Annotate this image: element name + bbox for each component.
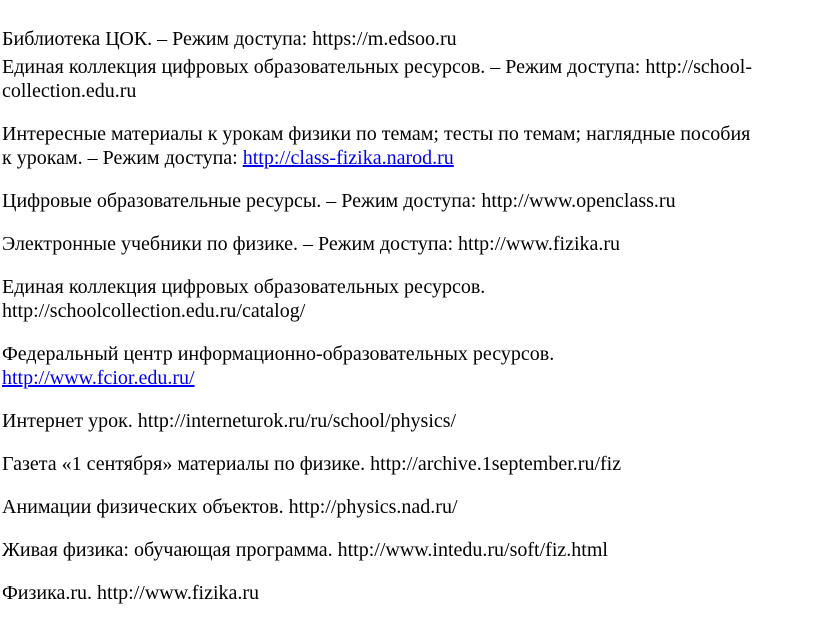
entry-3-line2 <box>2 146 454 170</box>
entry-3-prefix: к урокам. – Режим доступа: <box>2 147 243 169</box>
entry-3-link[interactable]: http://class-fizika.narod.ru <box>242 147 454 169</box>
entry-12-text: Физика.ru. http://www.fizika.ru <box>2 582 260 604</box>
entry-1-text: Библиотека ЦОК. – Режим доступа: https://m.edsoo.ru <box>2 28 457 50</box>
entry-2-text-cont: collection.edu.ru <box>2 80 137 102</box>
entry-9-text: Газета «1 сентября» материалы по физике. http://archive.1september.ru/fiz <box>2 453 622 475</box>
entry-2-text: Единая коллекция цифровых образовательных ресурсов. – Режим доступа: http://school- <box>2 56 752 78</box>
entry-4-text: Цифровые образовательные ресурсы. – Режим доступа: http://www.openclass.ru <box>2 190 676 212</box>
entry-8-text: Интернет урок. http://interneturok.ru/ru/school/physics/ <box>2 410 457 432</box>
entry-7-link[interactable]: http://www.fcior.edu.ru/ <box>2 367 195 389</box>
entry-11-text: Живая физика: обучающая программа. http://www.intedu.ru/soft/fiz.html <box>2 539 608 561</box>
entry-6-text-cont: http://schoolcollection.edu.ru/catalog/ <box>2 300 306 322</box>
entry-7-text: Федеральный центр информационно-образовательных ресурсов. <box>2 343 555 365</box>
entry-6-text: Единая коллекция цифровых образовательных ресурсов. <box>2 276 486 298</box>
entry-3-text: Интересные материалы к урокам физики по темам; тесты по темам; наглядные пособия <box>2 123 751 145</box>
entry-7-line2 <box>2 366 195 390</box>
entry-10-text: Анимации физических объектов. http://physics.nad.ru/ <box>2 496 458 518</box>
entry-5-text: Электронные учебники по физике. – Режим доступа: http://www.fizika.ru <box>2 233 621 255</box>
